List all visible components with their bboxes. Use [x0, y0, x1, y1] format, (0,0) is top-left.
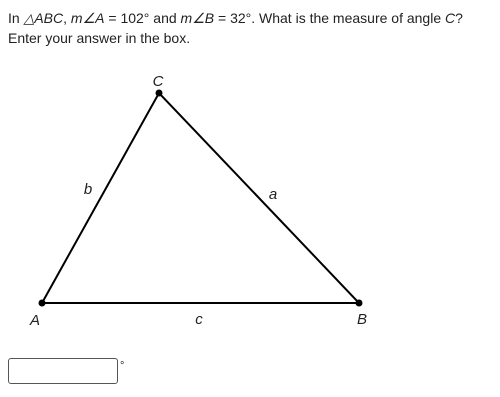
angle-a-measure-label: m∠A: [70, 10, 105, 26]
angle-c-label: C: [445, 10, 456, 26]
question-line-2: Enter your answer in the box.: [8, 30, 191, 46]
vertex-c-label: C: [152, 73, 164, 90]
question-text-segment: In: [8, 10, 24, 26]
triangle-name: △ABC: [23, 10, 64, 26]
vertex-a-label: A: [29, 312, 41, 329]
vertex-a-dot: [39, 300, 46, 307]
side-c-label: c: [195, 311, 203, 328]
question-text-segment: = 102° and: [104, 10, 181, 26]
question-text-segment: ?: [455, 10, 463, 26]
vertex-c-dot: [156, 90, 163, 97]
degree-unit-label: °: [120, 360, 125, 372]
vertex-b-label: B: [356, 311, 368, 328]
question-text-segment: = 32°. What is the measure of angle: [214, 10, 445, 26]
question-text-segment: ,: [63, 10, 71, 26]
side-b-label: b: [83, 181, 93, 198]
answer-input[interactable]: [8, 358, 118, 384]
vertex-b-dot: [356, 300, 363, 307]
angle-b-measure-label: m∠B: [180, 10, 215, 26]
triangle-shape: [42, 93, 359, 303]
side-a-label: a: [268, 186, 278, 203]
